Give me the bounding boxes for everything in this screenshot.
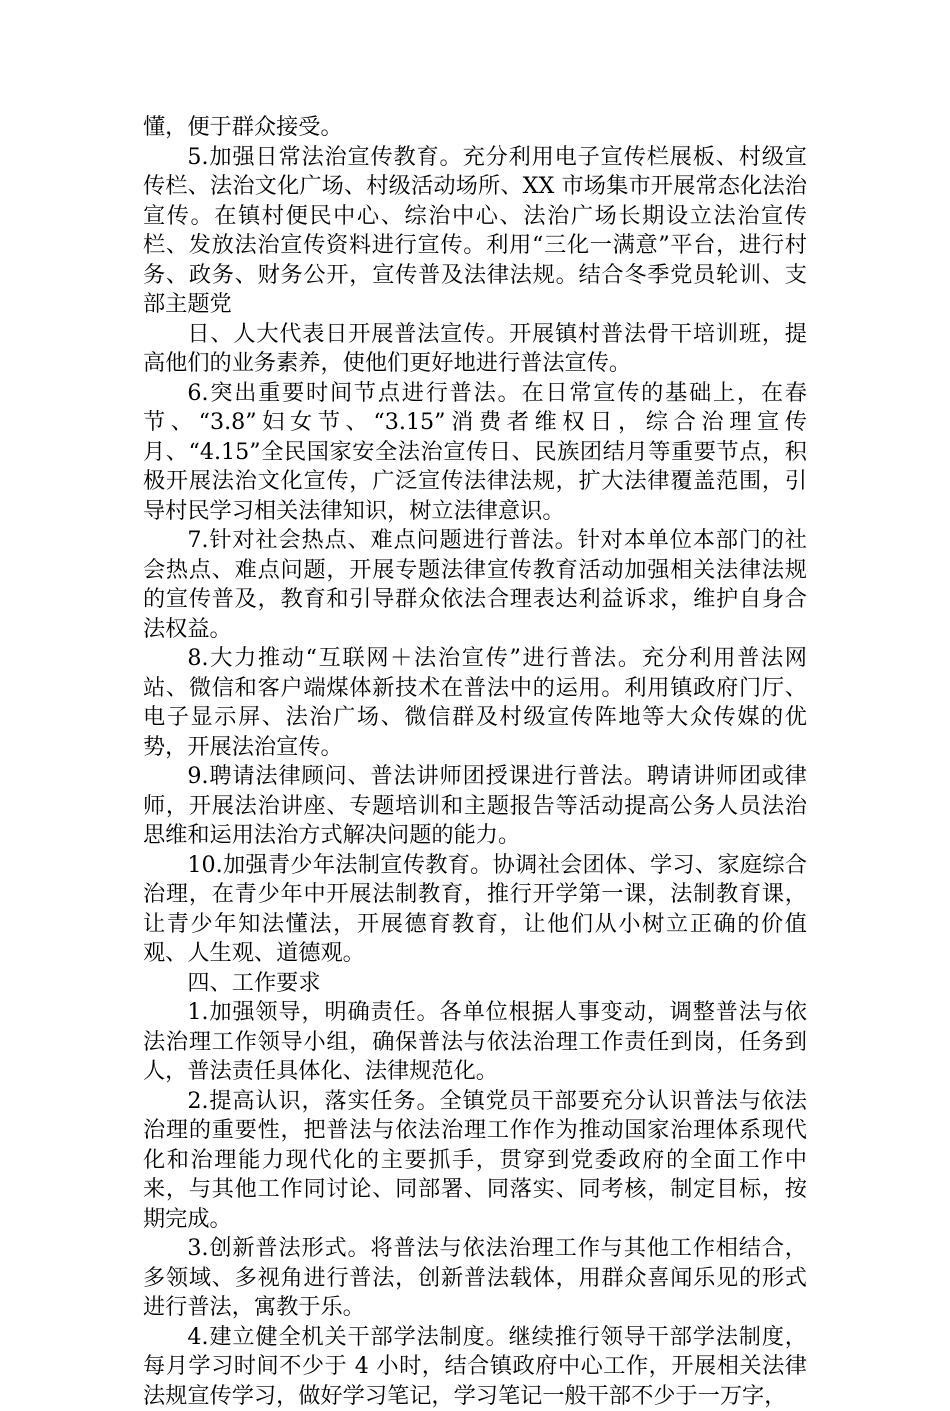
- paragraph-item-5-continued: 日、人大代表日开展普法宣传。开展镇村普法骨干培训班，提高他们的业务素养，使他们更好地进行普法宣传。: [143, 320, 807, 379]
- requirement-item-3: 3.创新普法形式。将普法与依法治理工作与其他工作相结合，多领域、多视角进行普法，创新普法载体，用群众喜闻乐见的形式进行普法，寓教于乐。: [143, 1234, 807, 1323]
- paragraph-item-5: 5.加强日常法治宣传教育。充分利用电子宣传栏展板、村级宣传栏、法治文化广场、村级活动场所、XX 市场集市开展常态化法治宣传。在镇村便民中心、综治中心、法治广场长期设立法治宣传栏、发放法治宣传资料进行宣传。利用“三化一满意”平台，进行村务、政务、财务公开，宣传普及法律法规。结合冬季党员轮训、支部主题党: [143, 143, 807, 320]
- paragraph-continuation: 懂，便于群众接受。: [143, 113, 807, 143]
- paragraph-item-8: 8.大力推动“互联网＋法治宣传”进行普法。充分利用普法网站、微信和客户端煤体新技术在普法中的运用。利用镇政府门厅、电子显示屏、法治广场、微信群及村级宣传阵地等大众传媒的优势，开展法治宣传。: [143, 644, 807, 762]
- paragraph-item-10: 10.加强青少年法制宣传教育。协调社会团体、学习、家庭综合治理，在青少年中开展法制教育，推行开学第一课，法制教育课，让青少年知法懂法，开展德育教育，让他们从小树立正确的价值观、人生观、道德观。: [143, 851, 807, 969]
- document-body: [143, 113, 807, 1411]
- paragraph-item-9: 9.聘请法律顾问、普法讲师团授课进行普法。聘请讲师团或律师，开展法治讲座、专题培训和主题报告等活动提高公务人员法治思维和运用法治方式解决问题的能力。: [143, 762, 807, 851]
- paragraph-item-7: 7.针对社会热点、难点问题进行普法。针对本单位本部门的社会热点、难点问题，开展专题法律宣传教育活动加强相关法律法规的宣传普及，教育和引导群众依法合理表达利益诉求，维护自身合法权益。: [143, 526, 807, 644]
- section-heading-work-requirements: 四、工作要求: [143, 969, 807, 999]
- requirement-item-1: 1.加强领导，明确责任。各单位根据人事变动，调整普法与依法治理工作领导小组，确保普法与依法治理工作责任到岗，任务到人，普法责任具体化、法律规范化。: [143, 998, 807, 1087]
- requirement-item-4: 4.建立健全机关干部学法制度。继续推行领导干部学法制度，每月学习时间不少于 4 小时，结合镇政府中心工作，开展相关法律法规宣传学习，做好学习笔记，学习笔记一般干部不少于一万字，: [143, 1323, 807, 1411]
- requirement-item-2: 2.提高认识，落实任务。全镇党员干部要充分认识普法与依法治理的重要性，把普法与依法治理工作作为推动国家治理体系现代化和治理能力现代化的主要抓手，贯穿到党委政府的全面工作中来，与其他工作同讨论、同部署、同落实、同考核，制定目标，按期完成。: [143, 1087, 807, 1235]
- paragraph-item-6: 6.突出重要时间节点进行普法。在日常宣传的基础上，在春节、“3.8”妇女节、“3.15”消费者维权日，综合治理宣传月、“4.15”全民国家安全法治宣传日、民族团结月等重要节点，积极开展法治文化宣传，广泛宣传法律法规，扩大法律覆盖范围，引导村民学习相关法律知识，树立法律意识。: [143, 379, 807, 527]
